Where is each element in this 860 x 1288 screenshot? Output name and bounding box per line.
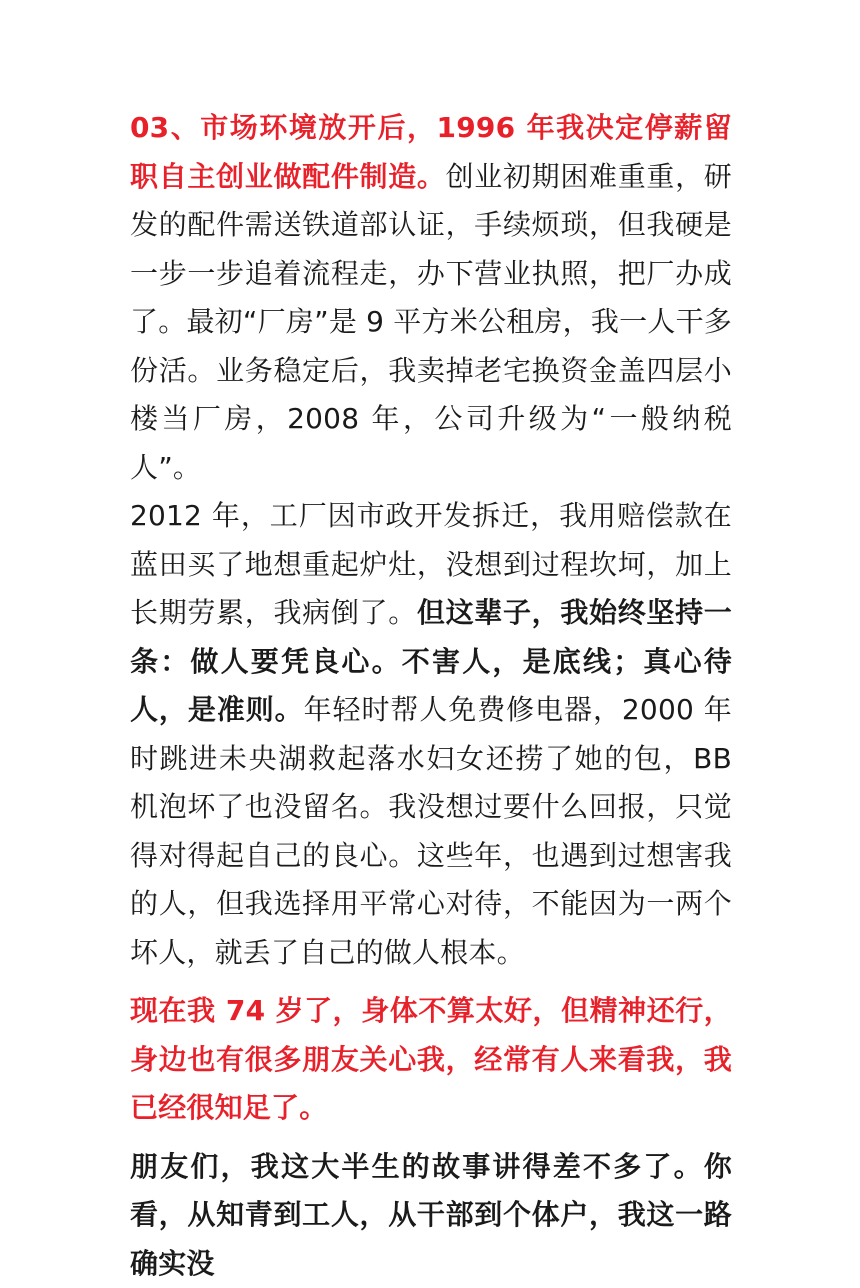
paragraph-relocation [130,492,732,977]
principle-statement: 但这辈子，我始终坚持一条：做人要凭良心。不害人，是底线；真心待人，是准则。 [130,596,732,726]
paragraph-closing: 朋友们，我这大半生的故事讲得差不多了。你看，从知青到工人，从干部到个体户，我这一路确实没 [130,1143,732,1288]
startup-body: 创业初期困难重重，研发的配件需送铁道部认证，手续烦琐，但我硬是一步一步追着流程走，办下营业执照，把厂办成了。最初“厂房”是 9 平方米公租房，我一人干多份活。业务稳定后，我卖掉老宅换资金盖四层小楼当厂房，2008 年，公司升级为“一般纳税人”。 [130,160,732,484]
startup-heading: 03、市场环境放开后，1996 年我决定停薪留职自主创业做配件制造。 [130,111,732,193]
paragraph-startup [130,104,732,492]
paragraph-present: 现在我 74 岁了，身体不算太好，但精神还行，身边也有很多朋友关心我，经常有人来看我，我已经很知足了。 [130,987,732,1133]
good-deeds-body: 年轻时帮人免费修电器，2000 年时跳进未央湖救起落水妇女还捞了她的包，BB 机泡坏了也没留名。我没想过要什么回报，只觉得对得起自己的良心。这些年，也遇到过想害我的人，但我选择用平常心对待，不能因为一两个坏人，就丢了自己的做人根本。 [130,693,732,969]
relocation-body: 2012 年，工厂因市政开发拆迁，我用赔偿款在蓝田买了地想重起炉灶，没想到过程坎坷，加上长期劳累，我病倒了。 [130,499,732,629]
